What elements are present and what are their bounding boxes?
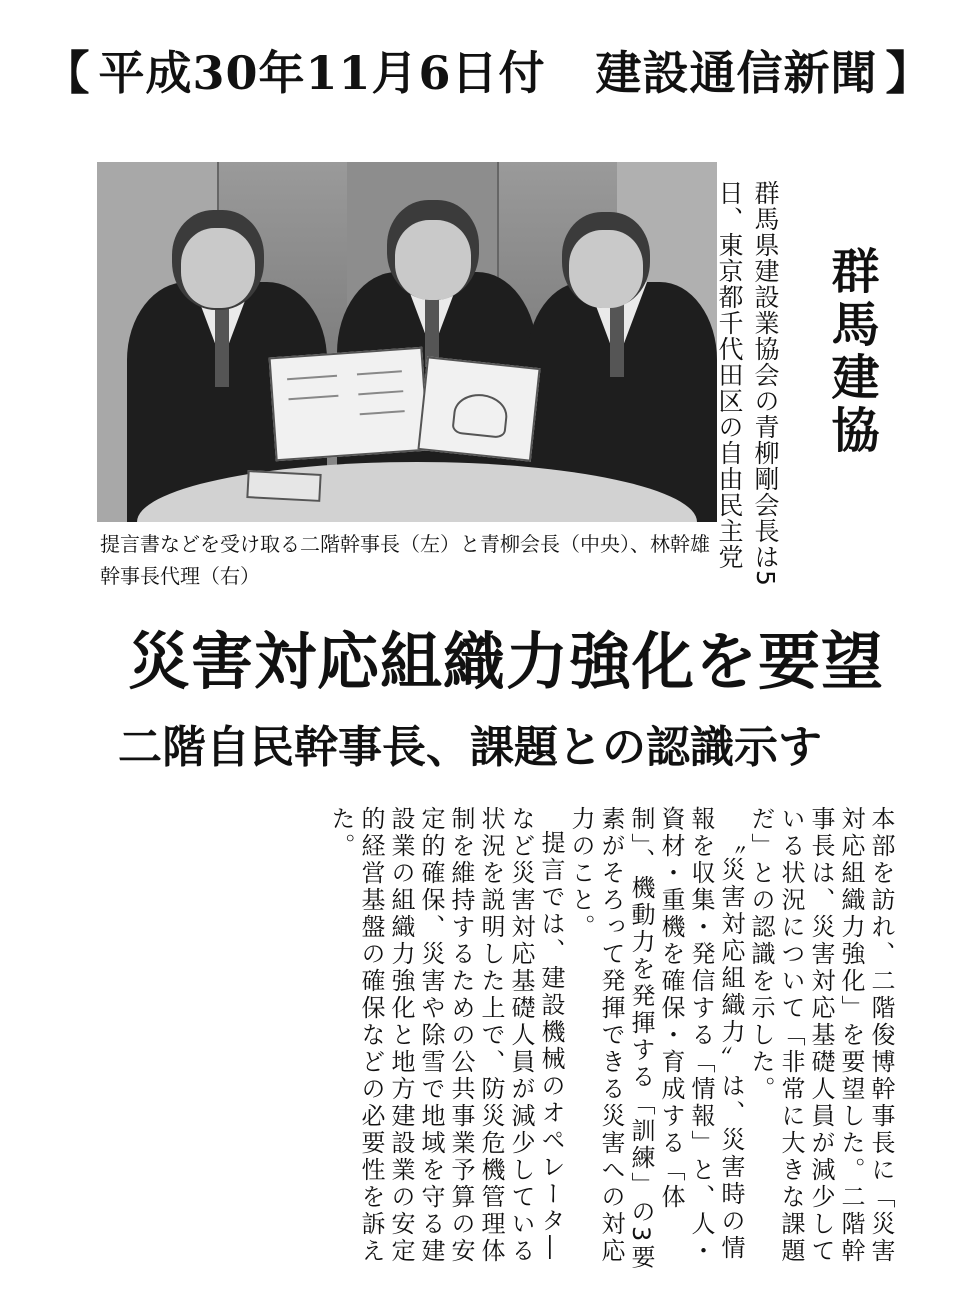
article-body (66, 806, 896, 1276)
open-bracket: 【 (43, 46, 91, 100)
poster-document (417, 356, 540, 461)
subheadline: 二階自民幹事長、課題との認識示す (118, 722, 822, 773)
newspaper-name: 建設通信新聞 (595, 46, 878, 100)
photo-caption: 提言書などを受け取る二階幹事長（左）と青柳会長（中央）、林幹雄幹事長代理（右） (100, 532, 710, 588)
close-bracket: 】 (885, 46, 933, 100)
headline: 災害対応組織力強化を要望 (128, 625, 885, 698)
body-paragraph-2: 〝災害対応組織力〟は、災害時の情報を収集・発信する「情報」と、人・資材・重機を確保・育成する「体制」、機動力を発揮する「訓練」の3要素がそろって発揮できる災害への対応力のこと。 (567, 806, 745, 1272)
news-photo (97, 162, 717, 522)
publication-date: 平成30年11月6日付 (98, 46, 546, 100)
body-paragraph-1: 本部を訪れ、二階俊博幹事長に「災害対応組織力強化」を要望した。二階幹事長は、災害対応基礎人員が減少している状況について「非常に大きな課題だ」との認識を示した。 (747, 806, 895, 1265)
organization-kicker: 群馬建協 (823, 246, 879, 458)
body-paragraph-3: 提言では、建設機械のオペレータ―など災害対応基礎人員が減少している状況を説明した上で、防災危機管理体制を維持するための公共事業予算の安定的確保、災害や除雪で地域を守る建設業の組織力強化と地方建設業の安定的経営基盤の確保などの必要性を訴えた。 (327, 806, 565, 1265)
lead-paragraph: 群馬県建設業協会の青柳剛会長は5日、東京都千代田区の自由民主党 (715, 180, 780, 587)
clipping-header (0, 30, 976, 110)
proposal-document (269, 347, 430, 461)
booklet (246, 470, 321, 502)
